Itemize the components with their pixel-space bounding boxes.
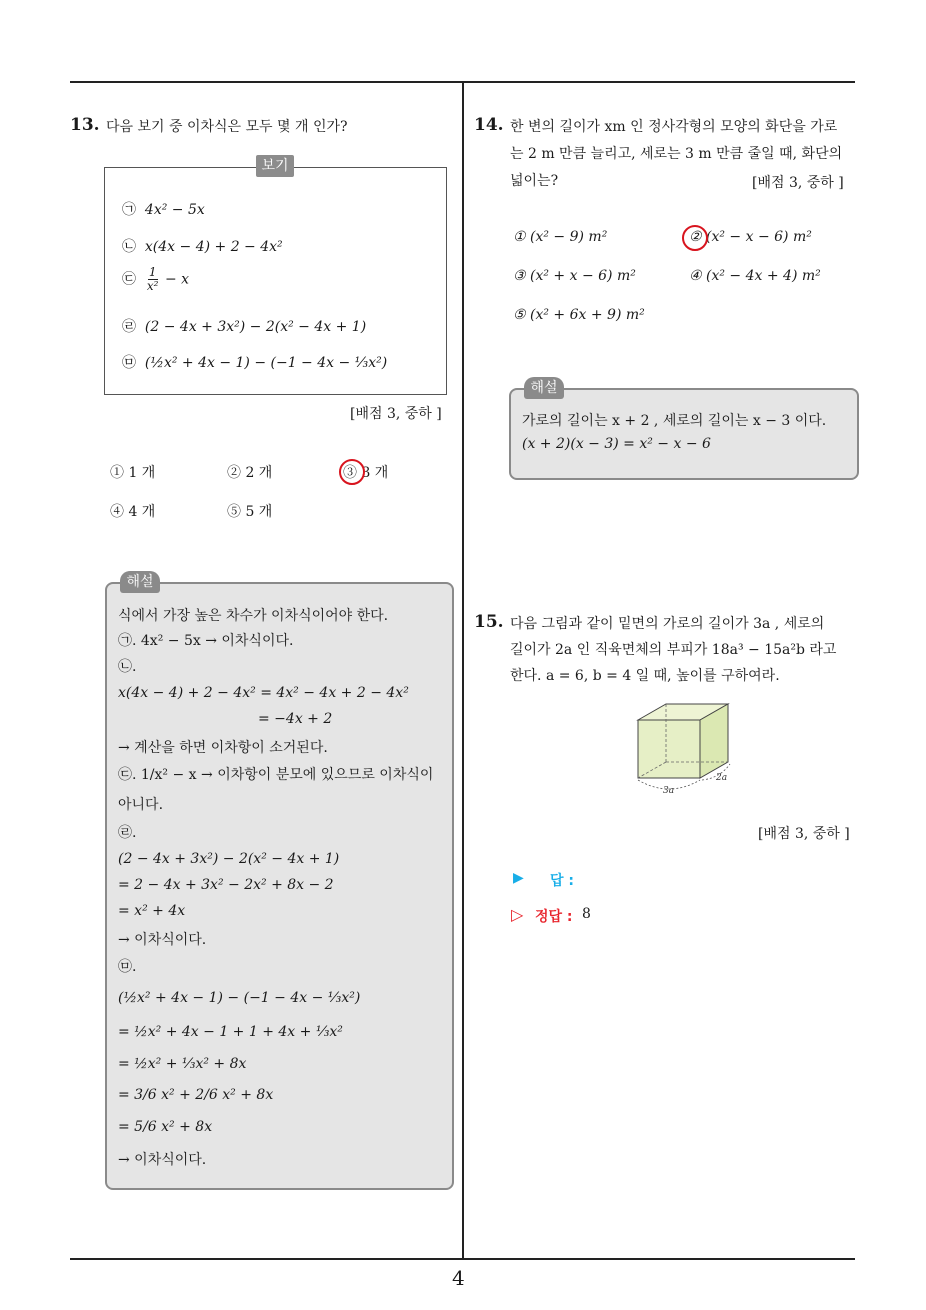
q14-choice-4[interactable]: ④ (x² − 4x + 4) m² [689,268,821,284]
q13-exp-line-11: = 2 − 4x + 3x² − 2x² + 8x − 2 [118,877,334,893]
correct-arrow-icon: ▷ [511,905,524,924]
page-number: 4 [452,1266,465,1290]
q13-exp-line-15: (½x² + 4x − 1) − (−1 − 4x − ⅓x²) [118,990,361,1006]
q13-exp-line-2: ㉠. 4x² − 5x → 이차식이다. [118,633,294,649]
q13-explanation-label: 해설 [120,571,160,593]
bogi-label: 보기 [256,155,294,177]
q13-number: 13. [70,115,100,135]
q13-exp-line-4: x(4x − 4) + 2 − 4x² = 4x² − 4x + 2 − 4x² [118,685,409,701]
q14-exp-line-2: (x + 2)(x − 3) = x² − x − 6 [522,436,711,452]
figure-label-depth: 2a [716,773,728,783]
q13-exp-line-10: (2 − 4x + 3x²) − 2(x² − 4x + 1) [118,851,340,867]
q13-answer-circle [339,459,365,485]
q13-exp-line-9: ㉣. [118,825,137,841]
column-divider [462,82,464,1259]
q13-exp-line-8: 아니다. [118,797,164,813]
q13-exp-line-19: = 5/6 x² + 8x [118,1119,213,1135]
q14-explanation-box [509,388,859,480]
q13-exp-line-20: → 이차식이다. [118,1152,207,1168]
q15-text-2: 길이가 2a 인 직육면체의 부피가 18a³ − 15a²b 라고 [510,642,837,658]
q13-exp-line-12: = x² + 4x [118,903,186,919]
q14-number: 14. [474,115,504,135]
bogi-item-1: ㉠ 4x² − 5x [122,202,205,218]
answer-arrow-icon: ▶ [513,870,524,886]
correct-label: 정답 : [535,909,573,925]
q14-text-3: 넓이는? [510,173,559,189]
q14-choice-3[interactable]: ③ (x² + x − 6) m² [513,268,636,284]
q15-text-1: 다음 그림과 같이 밑면의 가로의 길이가 3a , 세로의 [510,616,825,632]
q14-text-1: 한 변의 길이가 xm 인 정사각형의 모양의 화단을 가로 [510,119,838,135]
q13-exp-line-18: = 3/6 x² + 2/6 x² + 8x [118,1087,274,1103]
q13-exp-line-3: ㉡. [118,659,137,675]
q14-explanation-label: 해설 [524,377,564,399]
q13-score: [배점 3, 중하 ] [350,406,442,422]
q13-exp-line-6: → 계산을 하면 이차항이 소거된다. [118,740,328,756]
q14-choice-2[interactable]: ② (x² − x − 6) m² [689,229,812,245]
q13-exp-line-16: = ½x² + 4x − 1 + 1 + 4x + ⅓x² [118,1024,343,1040]
q13-text: 다음 보기 중 이차식은 모두 몇 개 인가? [106,119,348,135]
q13-choice-3[interactable]: ③ 3 개 [343,465,389,481]
q13-exp-line-5: = −4x + 2 [258,711,333,727]
q13-exp-line-14: ㉤. [118,959,137,975]
q14-choice-5[interactable]: ⑤ (x² + 6x + 9) m² [513,307,645,323]
q13-choice-2[interactable]: ② 2 개 [227,465,273,481]
correct-value: 8 [582,906,591,922]
bogi-item-4: ㉣ (2 − 4x + 3x²) − 2(x² − 4x + 1) [122,319,367,335]
q13-choice-5[interactable]: ⑤ 5 개 [227,504,273,520]
q13-choice-1[interactable]: ① 1 개 [110,465,156,481]
q13-exp-line-7: ㉢. 1/x² − x → 이차항이 분모에 있으므로 이차식이 [118,767,434,783]
q14-exp-line-1: 가로의 길이는 x + 2 , 세로의 길이는 x − 3 이다. [522,413,827,429]
q14-answer-circle [682,225,708,251]
q13-exp-line-17: = ½x² + ⅓x² + 8x [118,1056,247,1072]
q14-text-2: 는 2 m 만큼 늘리고, 세로는 3 m 만큼 줄일 때, 화단의 [510,146,843,162]
bogi-item-2: ㉡ x(4x − 4) + 2 − 4x² [122,239,283,255]
bogi-item-5: ㉤ (½x² + 4x − 1) − (−1 − 4x − ⅓x²) [122,355,388,371]
q14-score: [배점 3, 중하 ] [752,175,844,191]
q13-exp-line-1: 식에서 가장 높은 차수가 이차식이어야 한다. [118,608,389,624]
q15-score: [배점 3, 중하 ] [758,826,850,842]
cuboid-figure [630,700,740,800]
q13-choice-4[interactable]: ④ 4 개 [110,504,156,520]
q15-text-3: 한다. a = 6, b = 4 일 때, 높이를 구하여라. [510,668,780,684]
bottom-rule [70,1258,855,1260]
figure-label-width: 3a [663,786,675,796]
q14-choice-1[interactable]: ① (x² − 9) m² [513,229,608,245]
bogi-item-3: ㉢ $\frac{1}{\text{x²}}$ − x [122,265,190,293]
q13-exp-line-13: → 이차식이다. [118,932,207,948]
answer-label: 답 : [550,873,574,889]
q15-number: 15. [474,612,504,632]
